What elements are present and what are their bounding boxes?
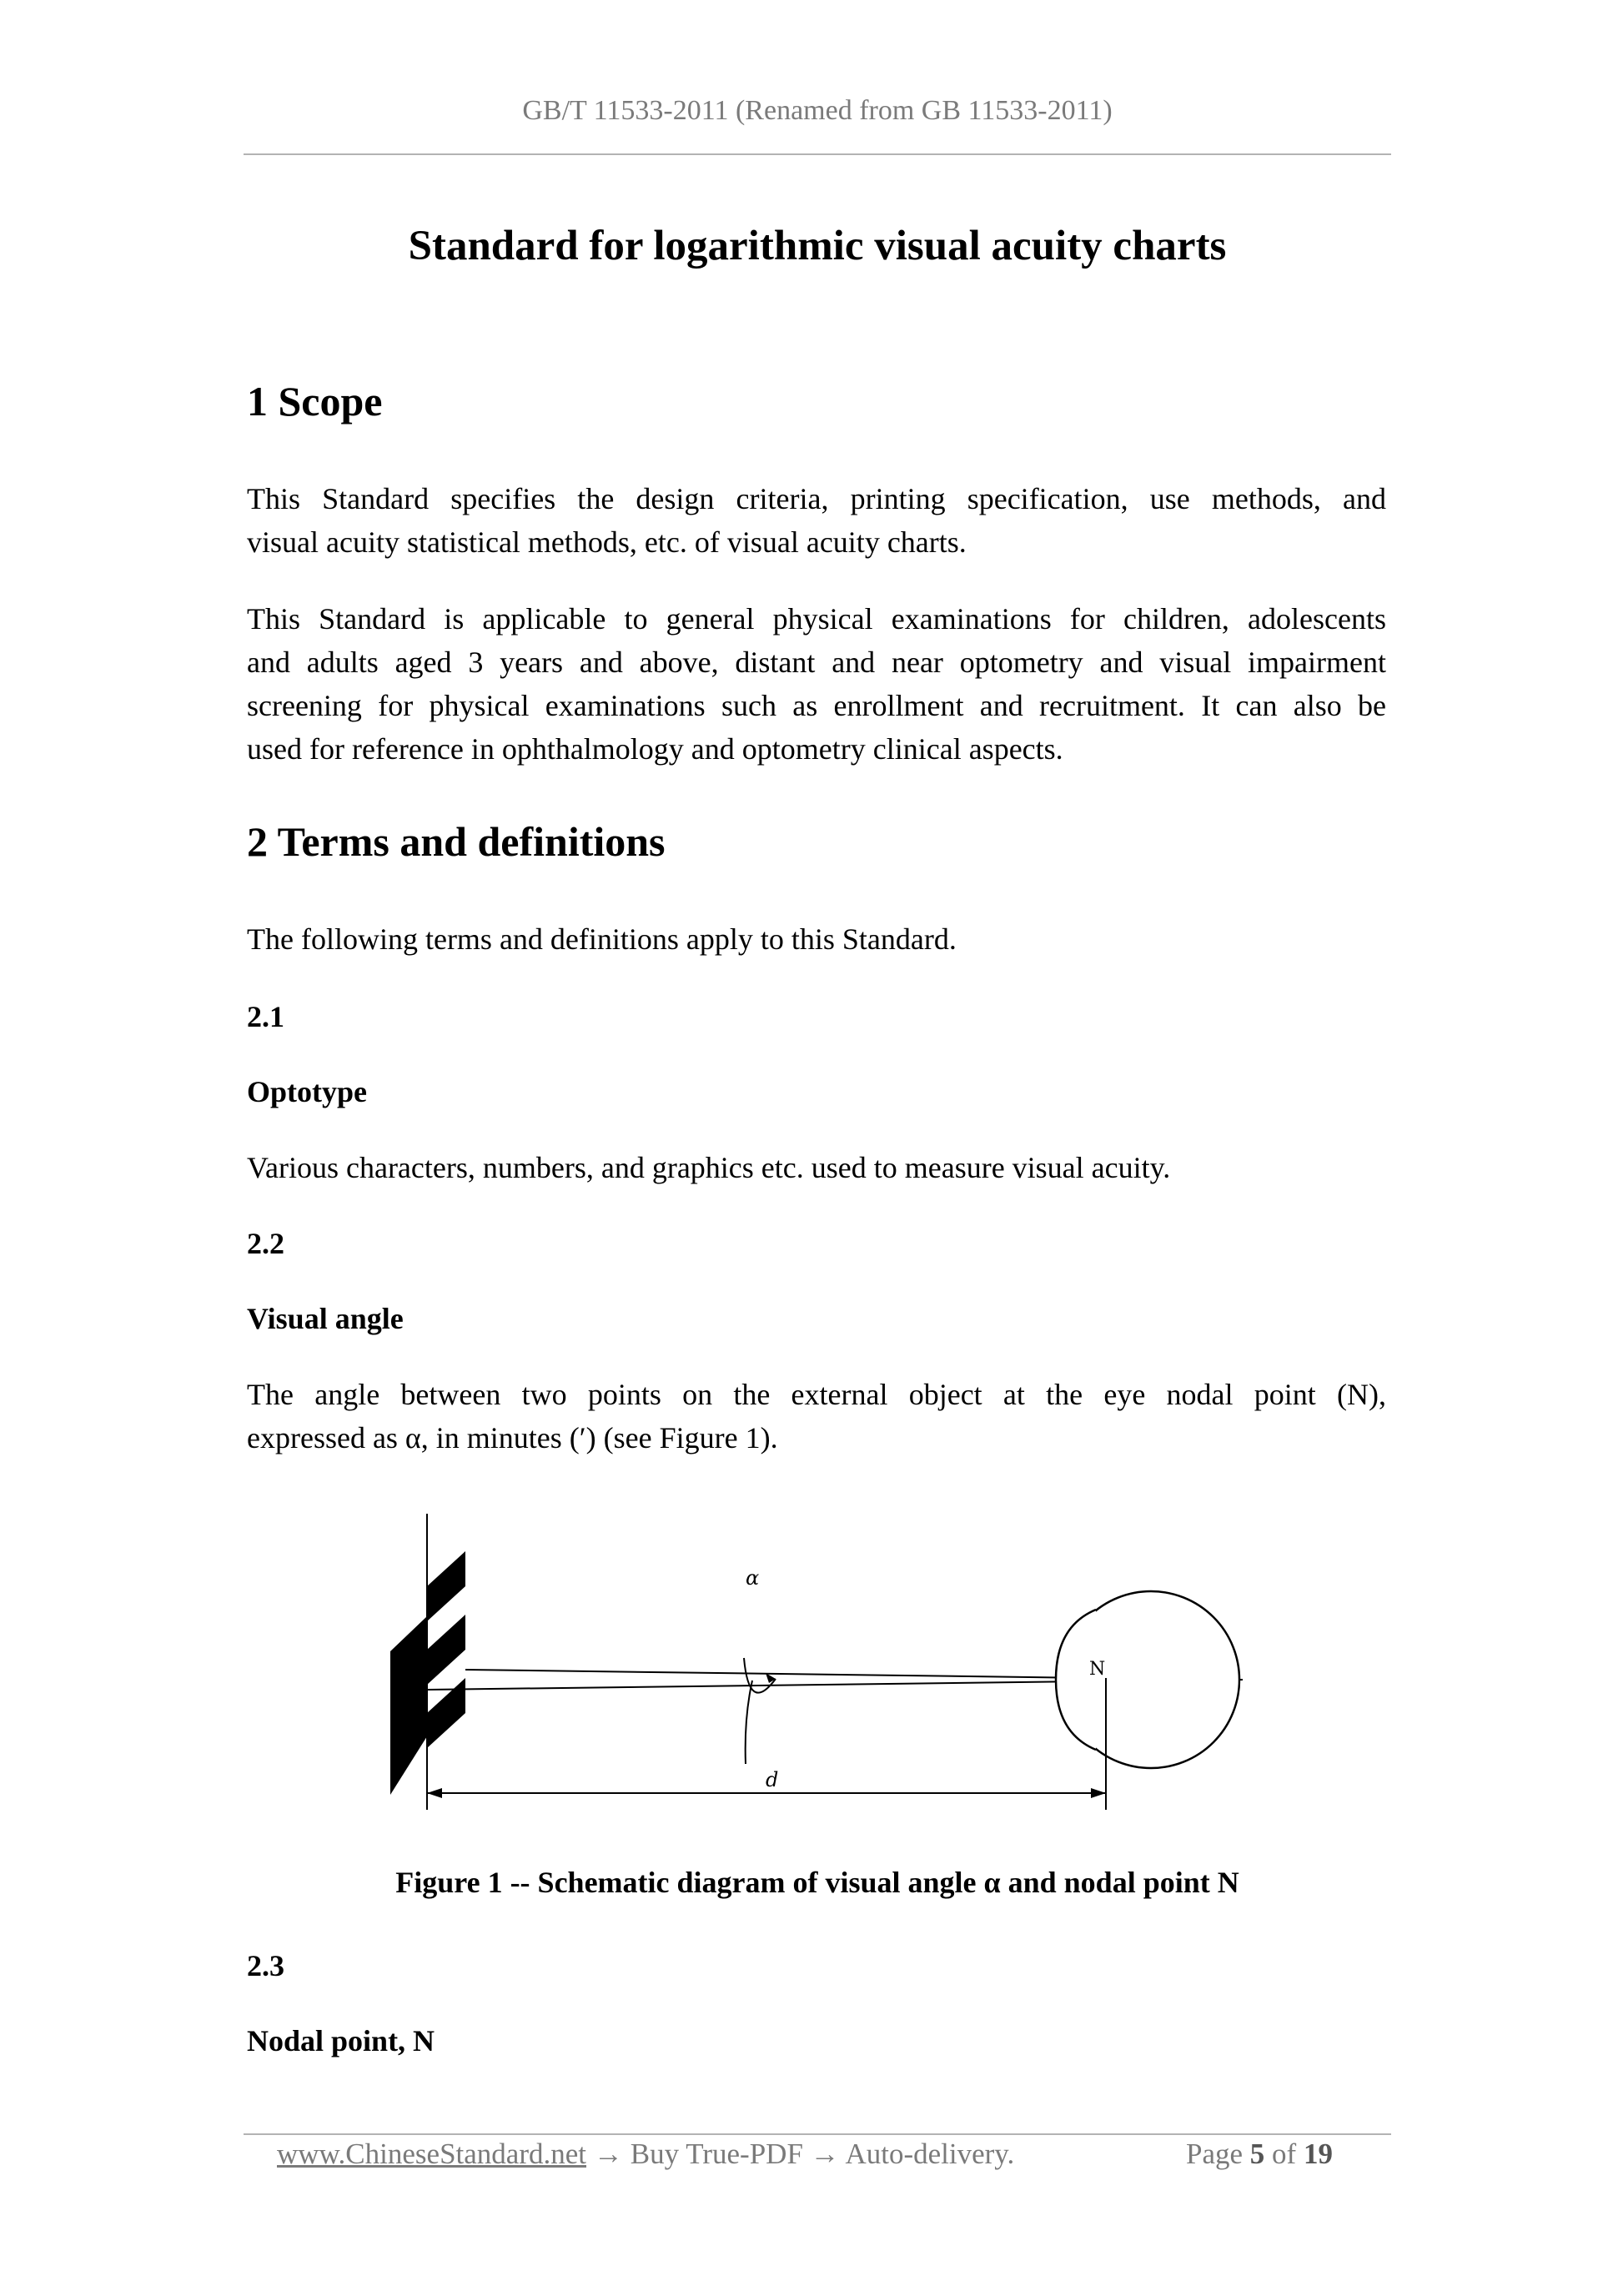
section-heading-terms: 2 Terms and definitions: [247, 818, 666, 865]
term-number-2-1: 2.1: [247, 1000, 284, 1033]
term-nodal-point: Nodal point, N: [247, 2024, 435, 2057]
alpha-label: α: [746, 1566, 760, 1590]
scope-p2-line-3: screening for physical examinations such as enrollment and recruitment. It can also be: [247, 689, 1386, 722]
page-word: Page: [1186, 2138, 1244, 2170]
nodal-point-label: N: [1089, 1659, 1106, 1680]
visual-angle-def-line-2: expressed as α, in minutes (′) (see Figure 1).: [247, 1421, 778, 1454]
footer-tagline: → Buy True-PDF → Auto-delivery.: [594, 2138, 1015, 2170]
scope-p1-line-1: This Standard specifies the design criteria, printing specification, use methods, and: [247, 482, 1386, 515]
figure-1-diagram: [367, 1501, 1268, 1835]
page-total: 19: [1303, 2138, 1333, 2170]
alpha-pointer-arrow: [744, 1658, 776, 1693]
visual-angle-def-line-1: The angle between two points on the external object at the eye nodal point (N),: [247, 1378, 1386, 1411]
header-divider: [244, 153, 1391, 155]
section-heading-scope: 1 Scope: [247, 378, 383, 425]
document-title: Standard for logarithmic visual acuity charts: [408, 223, 1227, 269]
eye-icon: [1056, 1591, 1239, 1768]
footer-website-link[interactable]: www.ChineseStandard.net: [277, 2138, 586, 2170]
scope-p1-line-2: visual acuity statistical methods, etc. of visual acuity charts.: [247, 525, 967, 559]
scope-p2-line-2: and adults aged 3 years and above, distant and near optometry and visual impairment: [247, 646, 1386, 679]
term-visual-angle-definition: [247, 1373, 1386, 1459]
running-header: GB/T 11533-2011 (Renamed from GB 11533-2011): [522, 95, 1113, 126]
page-current: 5: [1249, 2138, 1265, 2170]
terms-intro: The following terms and definitions apply to this Standard.: [247, 922, 957, 956]
scope-p2-line-1: This Standard is applicable to general physical examinations for children, adolescents: [247, 602, 1386, 636]
of-word: of: [1272, 2138, 1297, 2170]
term-number-2-2: 2.2: [247, 1227, 284, 1260]
term-visual-angle: Visual angle: [247, 1302, 404, 1335]
term-optotype: Optotype: [247, 1075, 367, 1108]
distance-arrow-left: [427, 1788, 442, 1798]
footer-page-number: [1186, 2138, 1333, 2171]
term-number-2-3: 2.3: [247, 1949, 284, 1982]
term-optotype-definition: Various characters, numbers, and graphics etc. used to measure visual acuity.: [247, 1151, 1171, 1184]
distance-label: d: [766, 1768, 779, 1791]
scope-p2-line-4: used for reference in ophthalmology and optometry clinical aspects.: [247, 732, 1063, 766]
figure-1-caption: Figure 1 -- Schematic diagram of visual angle α and nodal point N: [395, 1866, 1239, 1899]
scope-paragraph-1: [247, 477, 1386, 564]
distance-arrow-right: [1091, 1788, 1106, 1798]
alpha-leader-line: [746, 1681, 752, 1764]
footer-divider: [244, 2133, 1391, 2135]
scope-paragraph-2: [247, 597, 1386, 771]
